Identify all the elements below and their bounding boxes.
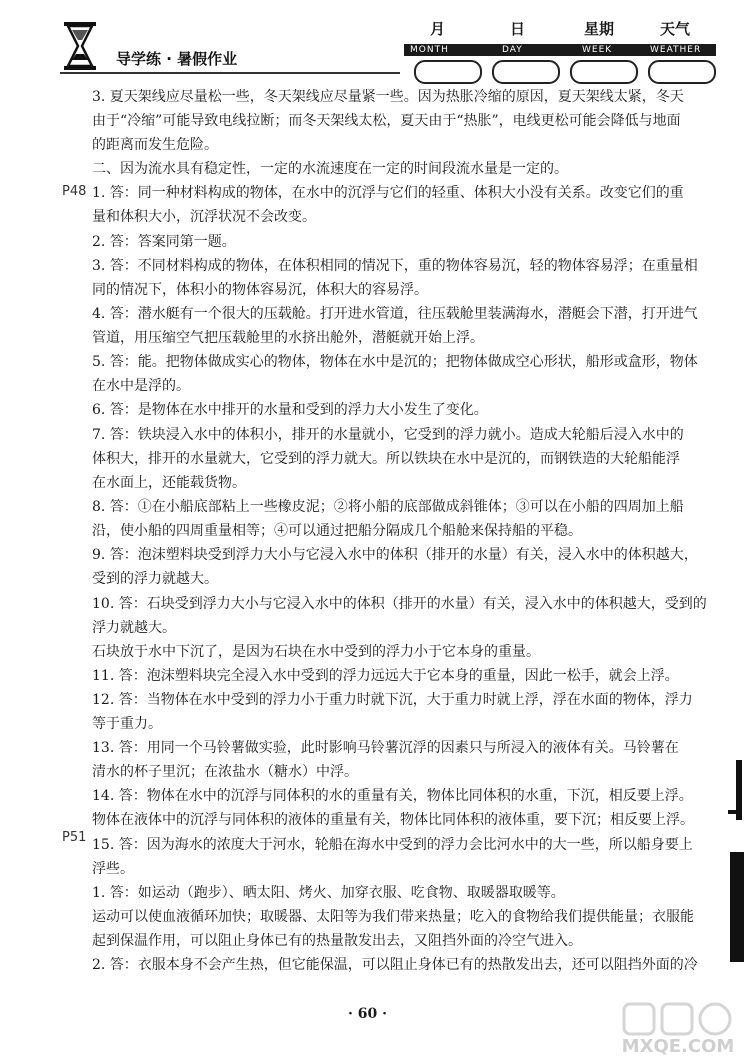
watermark xyxy=(618,1000,738,1058)
month-en: MONTH xyxy=(410,45,449,55)
page-number: · 60 · xyxy=(348,1006,387,1022)
text-line: 11. 答：泡沫塑料块完全浸入水中受到的浮力远远大于它本身的重量，因此一松手，就会上浮。 xyxy=(92,668,679,684)
text-line: 14. 答：物体在水中的沉浮与同体积的水的重量有关，物体比同体积的水重，下沉，相反要上浮。 xyxy=(92,788,693,804)
text-line: 2. 答：衣服本身不会产生热，但它能保温，可以阻止身体已有的热散发出去，还可以阻挡外面的冷 xyxy=(92,957,698,973)
text-line: 运动可以使血液循环加快；取暖器、太阳等为我们带来热量；吃入的食物给我们提供能量；衣服能 xyxy=(92,909,694,925)
text-line: 清水的杯子里沉；在浓盐水（糖水）中浮。 xyxy=(92,764,358,780)
day-label: 日 xyxy=(510,20,526,38)
text-line: 9. 答：泡沫塑料块受到浮力大小与它浸入水中的体积（排开的水量）有关，浸入水中的体积越大， xyxy=(92,547,698,563)
text-line: 浮些。 xyxy=(92,861,134,877)
text-line: 二、因为流水具有稳定性，一定的水流速度在一定的时间段流水量是一定的。 xyxy=(92,161,568,177)
text-line: 量和体积大小，沉浮状况不会改变。 xyxy=(92,209,316,225)
edge-mark xyxy=(728,810,742,814)
page-header xyxy=(0,0,750,90)
page-ref-p51: P51 xyxy=(62,830,87,845)
week-field[interactable] xyxy=(570,60,638,84)
text-line: 石块放于水中下沉了，是因为石块在水中受到的浮力小于它本身的重量。 xyxy=(92,644,540,660)
day-field[interactable] xyxy=(492,60,560,84)
text-line: 8. 答：①在小船底部粘上一些橡皮泥；②将小船的底部做成斜锥体；③可以在小船的四周加上船 xyxy=(92,499,684,515)
text-line: 6. 答：是物体在水中排开的水量和受到的浮力大小发生了变化。 xyxy=(92,402,488,418)
text-line: 7. 答：铁块浸入水中的体积小，排开的水量就小，它受到的浮力就小。造成大轮船后浸入水中的 xyxy=(92,427,684,443)
edge-tab xyxy=(730,852,744,962)
text-line: 物体在液体中的沉浮与同体积的液体的重量有关，物体比同体积的液体重，要下沉；相反要上浮。 xyxy=(92,812,694,828)
watermark-logo-icon xyxy=(618,1000,738,1040)
text-line: 15. 答：因为海水的浓度大于河水，轮船在海水中受到的浮力会比河水中的大一些，所以船身要上 xyxy=(92,837,693,853)
month-field[interactable] xyxy=(414,60,482,84)
text-line: 4. 答：潜水艇有一个很大的压载舱。打开进水管道，往压载舱里装满海水，潜艇会下潜，打开进气 xyxy=(92,306,698,322)
text-line: 沿，使小船的四周重量相等；④可以通过把船分隔成几个船舱来保持船的平稳。 xyxy=(92,523,582,539)
week-en: WEEK xyxy=(582,45,613,55)
text-line: 起到保温作用，可以阻止身体已有的热量散发出去，又阻挡外面的冷空气进入。 xyxy=(92,933,582,949)
text-line: 2. 答：答案同第一题。 xyxy=(92,234,236,250)
text-line: 管道，用压缩空气把压载舱里的水挤出舱外，潜艇就开始上浮。 xyxy=(92,330,484,346)
hourglass-icon xyxy=(60,20,100,72)
date-english-bar xyxy=(404,44,716,56)
text-line: 体积大，排开的水量就大，它受到的浮力就大。所以铁块在水中是沉的，而钢铁造的大轮船能浮 xyxy=(92,451,680,467)
watermark-text: MXQE.COM xyxy=(621,1036,735,1057)
date-weather-block xyxy=(404,18,716,88)
text-line: 1. 答：如运动（跑步）、晒太阳、烤火、加穿衣服、吃食物、取暖器取暖等。 xyxy=(92,885,565,901)
text-line: 在水面上，还能载货物。 xyxy=(92,475,246,491)
text-line: 1. 答：同一种材料构成的物体，在水中的沉浮与它们的轻重、体积大小没有关系。改变它们的重 xyxy=(92,185,684,201)
day-en: DAY xyxy=(502,45,523,55)
month-label: 月 xyxy=(430,20,446,38)
text-line: 的距离而发生危险。 xyxy=(92,137,218,153)
text-line: 10. 答：石块受到浮力大小与它浸入水中的体积（排开的水量）有关，浸入水中的体积越大，受到的 xyxy=(92,596,707,612)
text-line: 同的情况下，体积小的物体容易沉，体积大的容易浮。 xyxy=(92,282,428,298)
text-line: 3. 夏天架线应尽量松一些，冬天架线应尽量紧一些。因为热胀冷缩的原因，夏天架线太紧，冬天 xyxy=(92,89,684,105)
text-line: 5. 答：能。把物体做成实心的物体，物体在水中是沉的；把物体做成空心形状，船形或盒形，物体 xyxy=(92,354,698,370)
text-line: 浮力就越大。 xyxy=(92,620,176,636)
week-label: 星期 xyxy=(584,20,615,38)
weather-field[interactable] xyxy=(648,60,716,84)
page-ref-p48: P48 xyxy=(62,184,87,199)
text-line: 等于重力。 xyxy=(92,716,162,732)
weather-label: 天气 xyxy=(660,20,691,38)
text-line: 由于“冷缩”可能导致电线拉断；而冬天架线太松，夏天由于“热胀”，电线更松可能会降低与地面 xyxy=(92,113,681,129)
text-line: 受到的浮力就越大。 xyxy=(92,571,218,587)
weather-en: WEATHER xyxy=(650,45,702,55)
brand-title: 导学练 · 暑假作业 xyxy=(116,50,238,68)
text-line: 3. 答：不同材料构成的物体，在体积相同的情况下，重的物体容易沉，轻的物体容易浮；在重量相 xyxy=(92,258,698,274)
text-line: 在水中是浮的。 xyxy=(92,378,190,394)
text-line: 12. 答：当物体在水中受到的浮力小于重力时就下沉，大于重力时就上浮，浮在水面的物体，浮力 xyxy=(92,692,693,708)
header-divider xyxy=(60,72,400,74)
text-line: 13. 答：用同一个马铃薯做实验，此时影响马铃薯沉浮的因素只与所浸入的液体有关。马铃薯在 xyxy=(92,740,679,756)
